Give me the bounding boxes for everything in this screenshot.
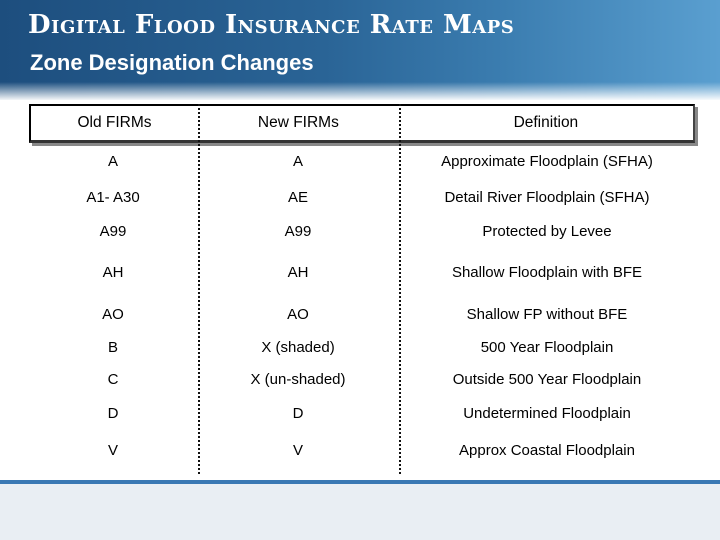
slide-subtitle: Zone Designation Changes — [30, 50, 314, 75]
column-divider — [198, 104, 200, 474]
old-firm-cell: C — [107, 370, 119, 388]
new-firm-cell: A — [292, 153, 303, 170]
slide-title: Digital Flood Insurance Rate Maps — [28, 10, 515, 40]
table-header-row — [29, 104, 695, 143]
table-row — [29, 143, 695, 180]
definition-cell: Protected by Levee — [482, 223, 612, 240]
definition-cell: Approximate Floodplain (SFHA) — [441, 153, 653, 170]
old-firm-cell: AH — [102, 263, 124, 281]
table-row — [29, 332, 695, 362]
definition-cell: Detail River Floodplain (SFHA) — [444, 189, 650, 206]
definition-cell: Undetermined Floodplain — [463, 405, 631, 422]
table-row — [29, 362, 695, 396]
new-firm-cell: AO — [287, 305, 309, 323]
table-row — [29, 396, 695, 431]
definition-cell: Approx Coastal Floodplain — [459, 441, 635, 459]
old-firm-cell: A — [107, 153, 118, 170]
column-header-new-firms: New FIRMs — [257, 114, 339, 131]
old-firm-cell: B — [107, 338, 118, 356]
old-firm-cell: A99 — [99, 223, 127, 240]
new-firm-cell: X (un-shaded) — [250, 370, 346, 388]
old-firm-cell: D — [107, 405, 119, 422]
old-firm-cell: A1- A30 — [86, 189, 140, 206]
new-firm-cell: X (shaded) — [261, 338, 335, 356]
definition-cell: 500 Year Floodplain — [480, 338, 614, 356]
table-row — [29, 248, 695, 296]
column-header-old-firms: Old FIRMs — [77, 114, 152, 131]
table-row — [29, 431, 695, 469]
old-firm-cell: AO — [102, 305, 124, 323]
definition-cell: Shallow FP without BFE — [466, 305, 628, 323]
table-row — [29, 180, 695, 215]
table-row — [29, 296, 695, 332]
column-header-definition: Definition — [513, 114, 579, 131]
column-divider — [399, 104, 401, 474]
new-firm-cell: D — [292, 405, 304, 422]
new-firm-cell: V — [292, 441, 303, 459]
definition-cell: Shallow Floodplain with BFE — [451, 263, 643, 281]
footer-bar — [0, 484, 720, 540]
new-firm-cell: A99 — [284, 223, 312, 240]
zone-table — [29, 104, 695, 503]
new-firm-cell: AH — [287, 263, 309, 281]
table-row — [29, 215, 695, 248]
definition-cell: Outside 500 Year Floodplain — [452, 370, 642, 388]
header-fade — [0, 82, 720, 100]
old-firm-cell: V — [107, 441, 118, 459]
new-firm-cell: AE — [287, 189, 308, 206]
